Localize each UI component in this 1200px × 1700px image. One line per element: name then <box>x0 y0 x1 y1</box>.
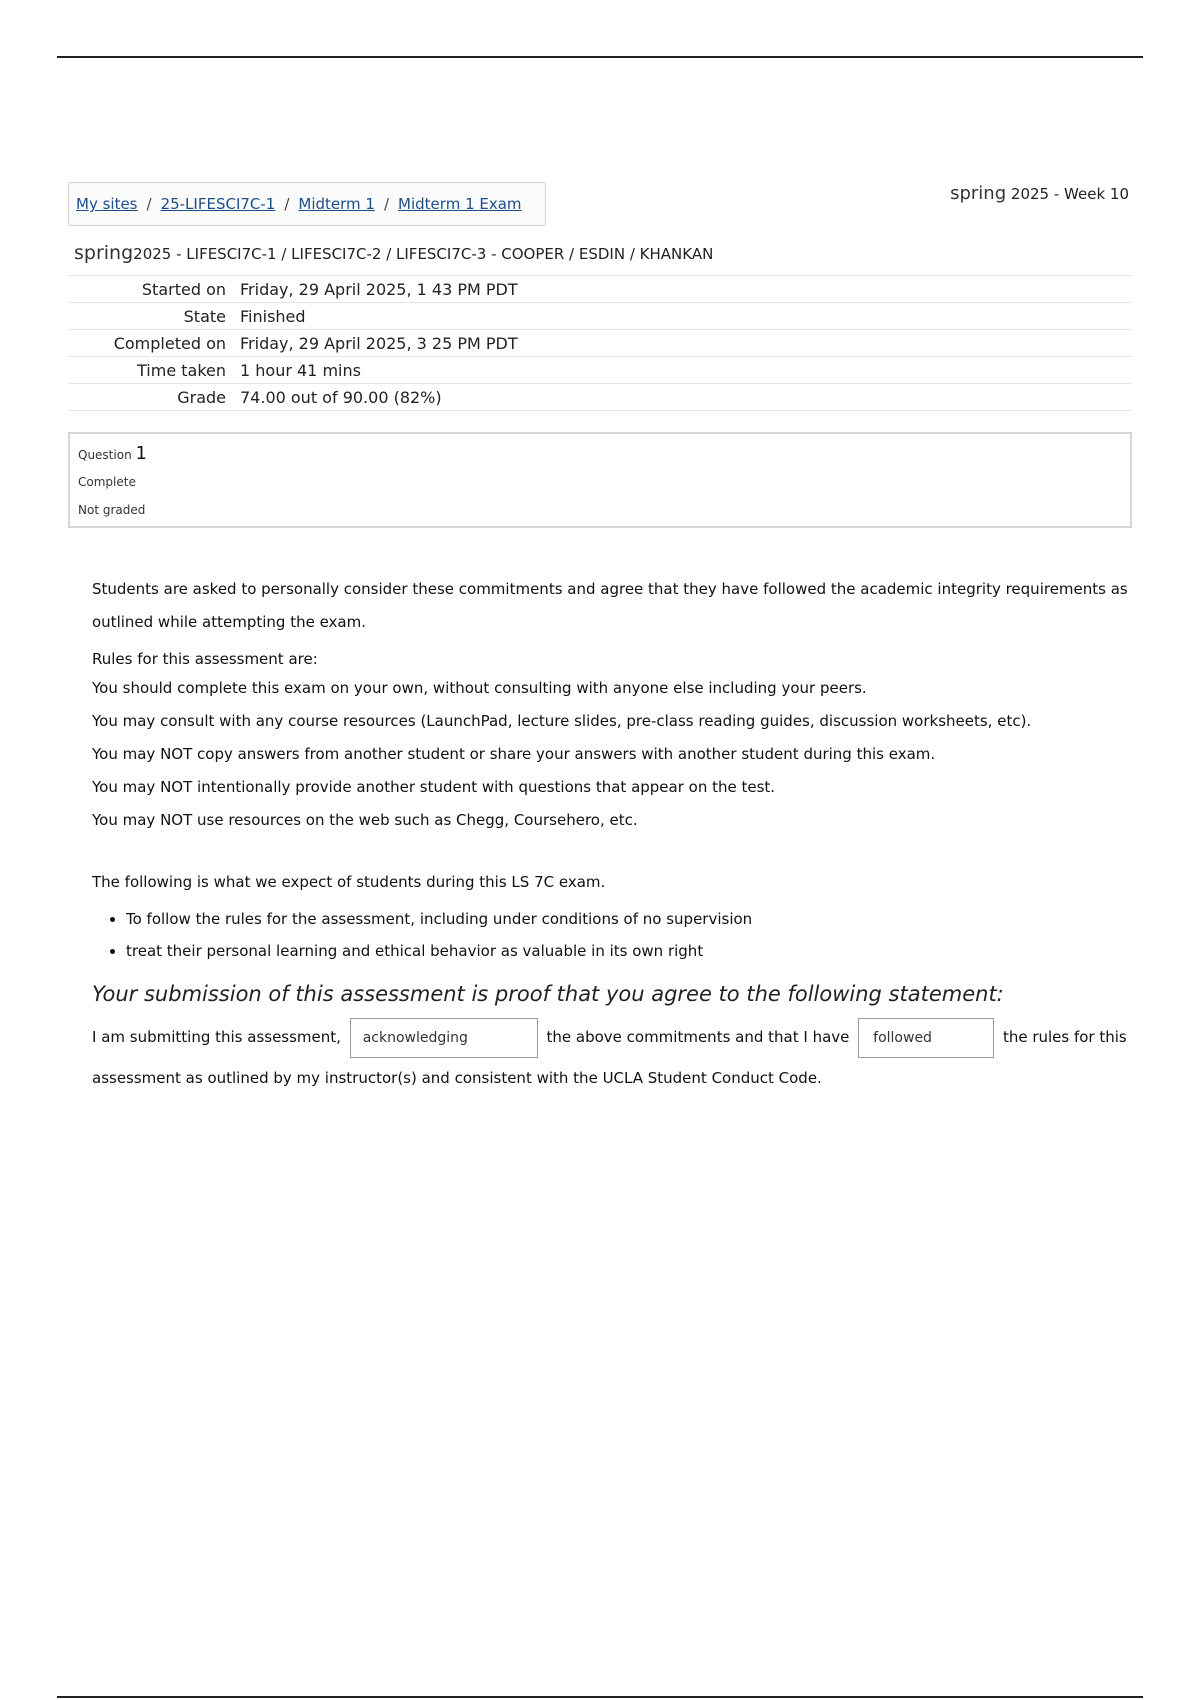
statement-paragraph <box>92 1017 1132 1098</box>
breadcrumb-separator: / <box>146 195 152 213</box>
summary-row-time-taken <box>68 357 1132 384</box>
term-week-label <box>950 183 1129 204</box>
question-number: 1 <box>135 443 147 464</box>
course-term-word: spring <box>74 242 134 264</box>
rule-item: You may NOT copy answers from another student or share your answers with another student during this exam. <box>92 745 936 763</box>
statement-text-part3: the rules for this assessment as outlined by my instructor(s) and consistent with the UCLA Student Conduct Code. <box>92 1028 1127 1087</box>
question-content <box>92 573 1132 1098</box>
followed-blank-input[interactable] <box>858 1018 994 1058</box>
term-word: spring <box>950 183 1007 204</box>
question-number-line <box>78 440 1122 468</box>
expectation-item: • To follow the rules for the assessment, including under conditions of no supervision <box>126 903 1132 935</box>
summary-label: Completed on <box>113 333 226 353</box>
breadcrumb-separator: / <box>383 195 390 213</box>
question-grade-status: Not graded <box>78 503 146 517</box>
acknowledging-blank-input[interactable] <box>350 1018 538 1058</box>
summary-value: 1 hour 41 mins <box>240 360 361 380</box>
term-week-text: 2025 - Week 10 <box>1010 185 1129 203</box>
top-divider <box>57 56 1143 58</box>
rule-item: You may NOT intentionally provide another student with questions that appear on the test. <box>92 778 776 796</box>
course-title <box>74 242 713 264</box>
summary-label: State <box>183 306 226 326</box>
intro-paragraph: Students are asked to personally consider these commitments and agree that they have followed the academic integrity requirements as outlined while attempting the exam. <box>92 580 1128 631</box>
rule-item: You may NOT use resources on the web such as Chegg, Coursehero, etc. <box>92 811 638 829</box>
expectations-list <box>92 903 1132 967</box>
summary-row-started <box>68 276 1132 303</box>
breadcrumb <box>68 182 546 226</box>
question-label: Question <box>78 448 132 462</box>
rules-heading: Rules for this assessment are: <box>92 650 318 668</box>
summary-row-grade <box>68 384 1132 411</box>
summary-value: Friday, 29 April 2025, 3 25 PM PDT <box>240 333 518 353</box>
rule-item: You should complete this exam on your own, without consulting with anyone else including your peers. <box>92 679 867 697</box>
expectations-heading: The following is what we expect of students during this LS 7C exam. <box>92 873 606 891</box>
summary-row-state <box>68 303 1132 330</box>
course-year: 2025 <box>133 245 172 263</box>
breadcrumb-link-course[interactable]: 25-LIFESCI7C-1 <box>160 195 276 213</box>
summary-value: Friday, 29 April 2025, 1 43 PM PDT <box>240 279 518 299</box>
breadcrumb-separator: / <box>284 195 290 213</box>
breadcrumb-link-my-sites[interactable]: My sites <box>76 195 138 213</box>
expectation-item: • treat their personal learning and ethical behavior as valuable in its own right <box>126 935 1132 967</box>
question-info-box <box>68 432 1132 528</box>
course-title-text: - LIFESCI7C-1 / LIFESCI7C-2 / LIFESCI7C-3 - COOPER / ESDIN / KHANKAN <box>171 245 714 263</box>
statement-heading: Your submission of this assessment is proof that you agree to the following statement: <box>92 982 1004 1006</box>
summary-label: Started on <box>141 279 226 299</box>
breadcrumb-link-exam[interactable]: Midterm 1 Exam <box>398 195 522 213</box>
summary-value: 74.00 out of 90.00 (82%) <box>240 387 442 407</box>
statement-text-part2: the above commitments and that I have <box>546 1028 850 1046</box>
bottom-divider <box>57 1696 1143 1698</box>
summary-label: Time taken <box>137 360 226 380</box>
summary-label: Grade <box>177 387 226 407</box>
rule-item: You may consult with any course resources (LaunchPad, lecture slides, pre-class reading guides, discussion worksheets, etc). <box>92 712 1032 730</box>
statement-text-part1: I am submitting this assessment, <box>92 1028 341 1046</box>
summary-row-completed <box>68 330 1132 357</box>
question-status: Complete <box>78 475 136 489</box>
summary-value: Finished <box>240 306 306 326</box>
attempt-summary-table <box>68 275 1132 411</box>
breadcrumb-link-midterm[interactable]: Midterm 1 <box>298 195 375 213</box>
